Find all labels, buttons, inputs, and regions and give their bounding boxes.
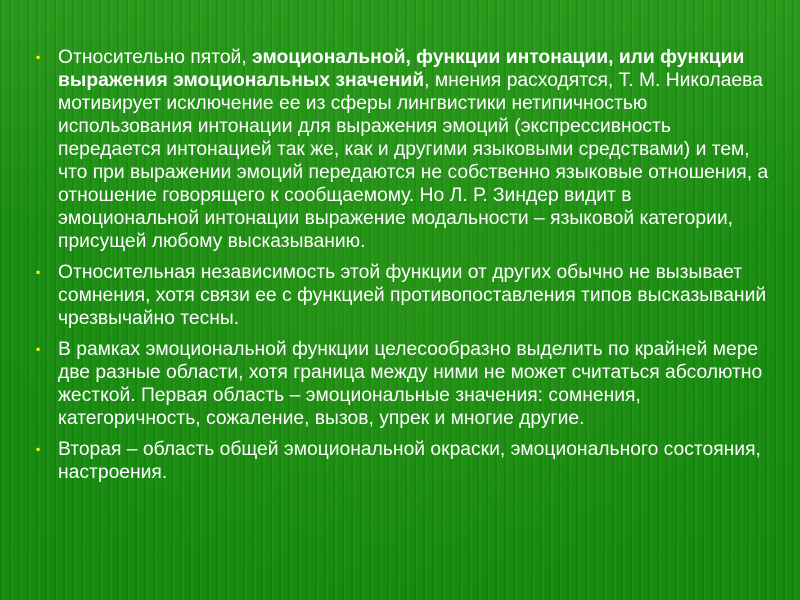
bullet-item-1 — [36, 46, 776, 253]
bullet-item-4 — [36, 438, 776, 484]
bullet-text — [58, 47, 768, 252]
bullet-item-2 — [36, 261, 776, 330]
square-bullet-icon: ▪ — [36, 442, 41, 456]
text-segment: Относительно пятой, — [58, 47, 253, 68]
bullet-list — [36, 46, 776, 484]
text-segment: Вторая – область общей эмоциональной окраски, эмоционального состояния, настроения. — [58, 439, 761, 483]
bullet-text — [58, 439, 761, 483]
square-bullet-icon: ▪ — [36, 265, 41, 279]
square-bullet-icon: ▪ — [36, 342, 41, 356]
slide-content — [36, 46, 776, 492]
text-segment: , мнения расходятся, Т. М. Николаева мотивирует исключение ее из сферы лингвистики нетипичностью использования интонации для выражения эмоций (экспрессивность передается интонацией так же, как и другими языковыми средствами) и тем, что при выражении эмоций передаются не собственно языковые отношения, а отношение говорящего к сообщаемому. Но Л. Р. Зиндер видит в эмоциональной интонации выражение модальности – языковой категории, присущей любому высказыванию. — [58, 70, 769, 252]
text-segment: В рамках эмоциональной функции целесообразно выделить по крайней мере две разные области, хотя граница между ними не может считаться абсолютно жесткой. Первая область – эмоциональные значения: сомнения, категоричность, сожаление, вызов, упрек и многие другие. — [58, 339, 763, 429]
text-segment: Относительная независимость этой функции от других обычно не вызывает сомнения, хотя связи ее с функцией противопоставления типов высказываний чрезвычайно тесны. — [58, 262, 767, 329]
square-bullet-icon: ▪ — [36, 50, 41, 64]
bullet-text — [58, 339, 762, 429]
bullet-text — [58, 262, 766, 329]
bullet-item-3 — [36, 338, 776, 430]
bold-text-segment: эмоциональной, функции интонации, или функции выражения эмоциональных значений — [58, 47, 745, 91]
